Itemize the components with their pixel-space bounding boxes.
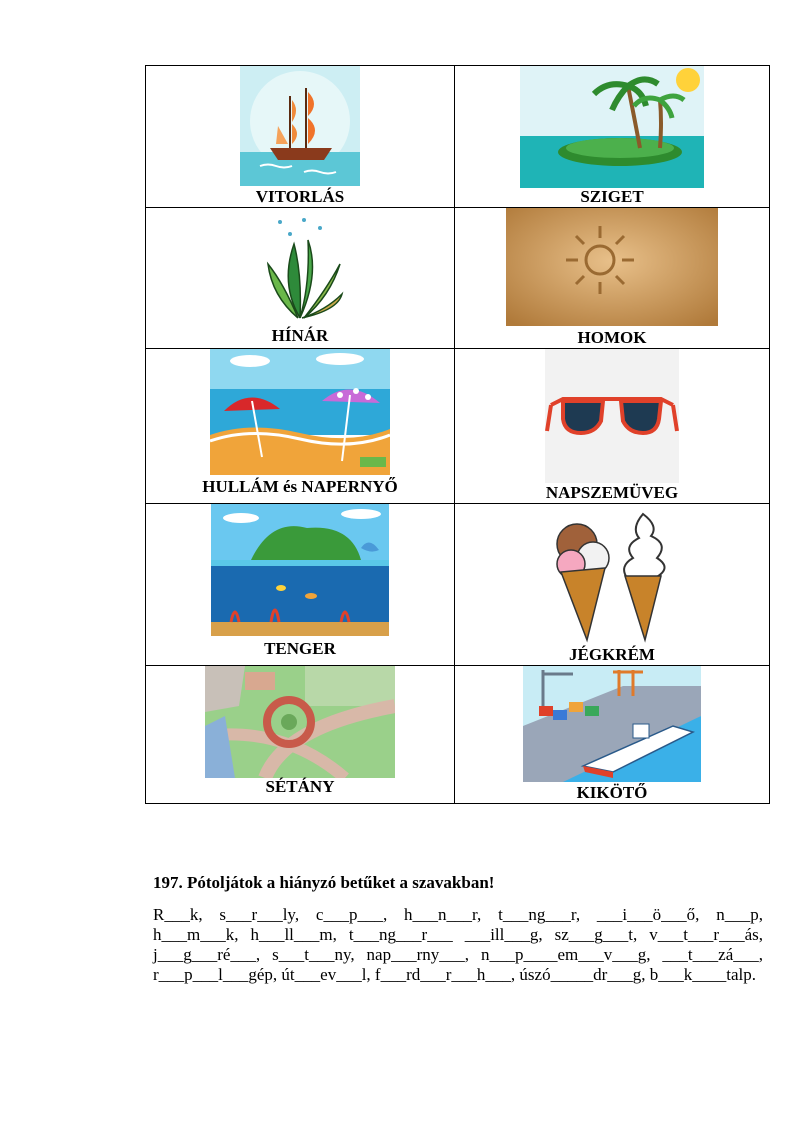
sailboat-picture [240, 66, 360, 186]
label-kikoto: KIKÖTŐ [576, 783, 648, 802]
exercise-title: 197. Pótoljátok a hiányzó betűket a szavakban! [153, 873, 495, 892]
sand-picture [506, 208, 718, 326]
cell-sand [455, 208, 770, 349]
seaweed-picture [250, 214, 350, 324]
harbor-picture [523, 666, 701, 782]
label-homok: HOMOK [577, 328, 647, 347]
island-picture [520, 66, 704, 188]
sea-picture [211, 504, 389, 636]
cell-sailboat [146, 66, 455, 208]
promenade-picture [205, 666, 395, 778]
label-sziget: SZIGET [580, 187, 644, 206]
vocabulary-table [145, 65, 770, 804]
exercise-197 [153, 873, 763, 985]
cell-promenade [146, 666, 455, 804]
label-tenger: TENGER [264, 639, 336, 658]
cell-island [455, 66, 770, 208]
label-napszemuveg: NAPSZEMÜVEG [545, 483, 679, 502]
cell-sunglasses [455, 349, 770, 504]
label-setany: SÉTÁNY [265, 777, 335, 796]
cell-seaweed [146, 208, 455, 349]
label-vitorlas: VITORLÁS [255, 187, 345, 206]
ice-cream-picture [547, 506, 677, 644]
beach-umbrellas-picture [210, 349, 390, 475]
cell-beach [146, 349, 455, 504]
cell-harbor [455, 666, 770, 804]
exercise-fill-in-text: R___k, s___r___ly, c___p___, h___n___r, t___ng___r, ___i___ö___ő, n___p, h___m___k, h___ll___m, t___ng___r___ ___ill___g, sz___g___t, v___t___r___ás, j___g___ré___, s___t___ny, nap___rny___, n___p____em___v___g, ___t___zá___, r___p___l___gép, út___ev___l, f___rd___r___h___, úszó_____dr___g, b___k____talp. [153, 905, 763, 984]
label-hinar: HÍNÁR [271, 326, 329, 345]
label-hullam-napernyo: HULLÁM és NAPERNYŐ [202, 477, 398, 496]
cell-sea [146, 504, 455, 666]
label-jegkrem: JÉGKRÉM [569, 645, 655, 664]
cell-ice-cream [455, 504, 770, 666]
sunglasses-picture [545, 349, 679, 483]
